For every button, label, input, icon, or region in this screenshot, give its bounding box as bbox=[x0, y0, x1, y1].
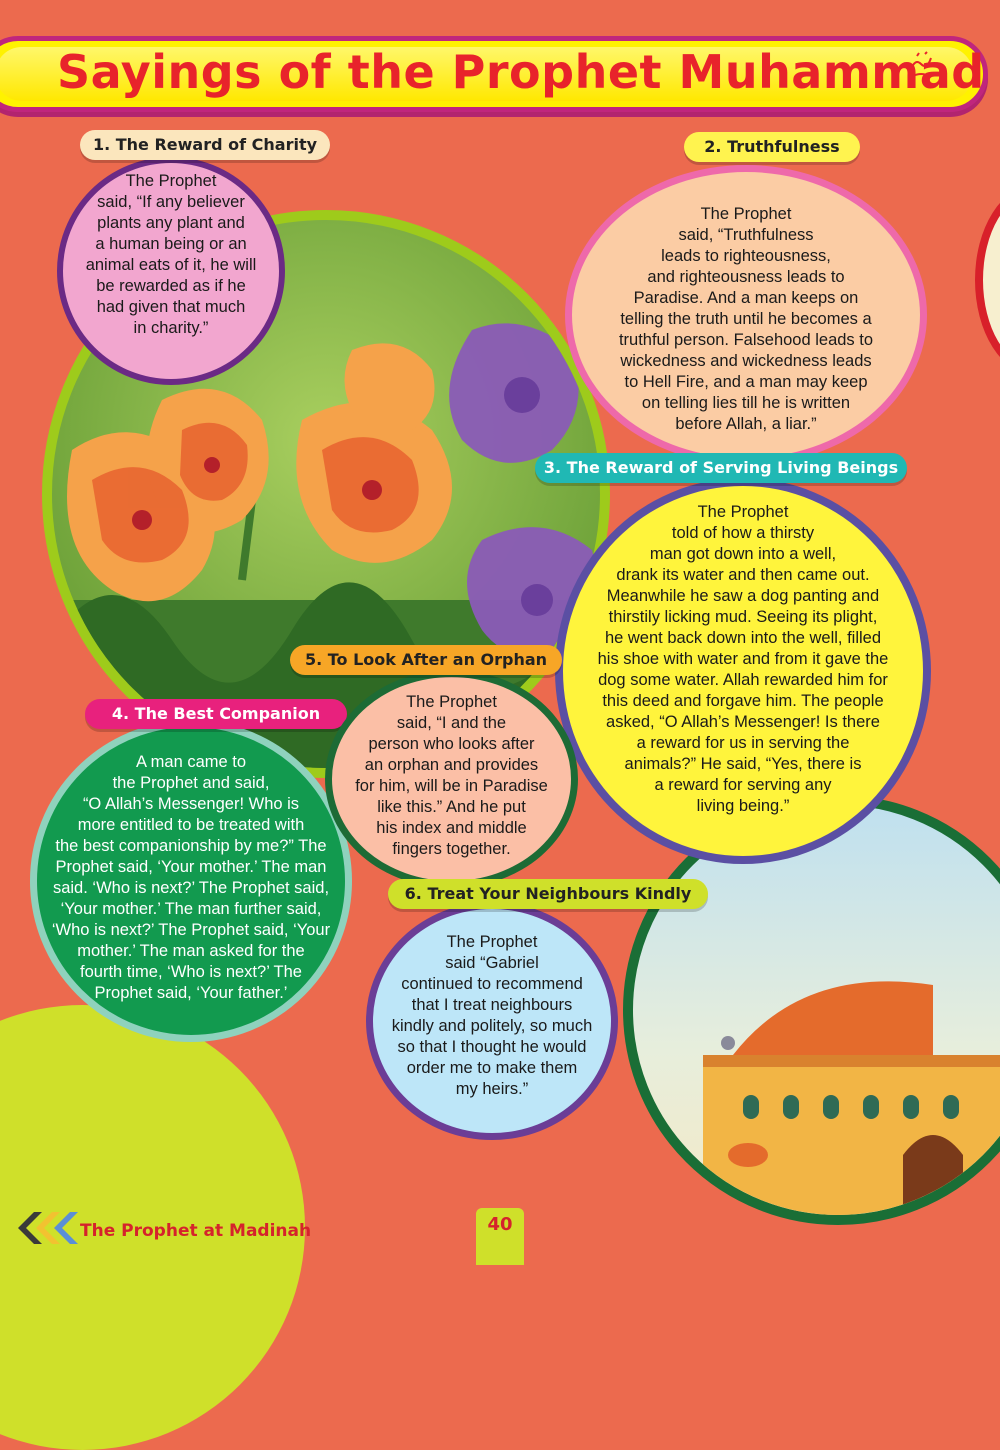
best-companion-label: 4. The Best Companion bbox=[85, 699, 347, 729]
charity-label: 1. The Reward of Charity bbox=[80, 130, 330, 160]
pbuh-calligraphy-icon bbox=[907, 50, 935, 80]
orphan-label: 5. To Look After an Orphan bbox=[290, 645, 562, 675]
orphan-text: The Prophet said, “I and the person who looks after an orphan and provides for him, will be in Paradise like this.” And he put his index and middle fingers together. bbox=[355, 693, 548, 858]
neighbours-text: The Prophet said “Gabriel continued to recommend that I treat neighbours kindly and politely, so much so that I thought he would order me to make them my heirs.” bbox=[391, 933, 593, 1098]
page-title: Sayings of the Prophet Muhammad bbox=[57, 45, 985, 99]
truthfulness-text: The Prophet said, “Truthfulness leads to righteousness, and righteousness leads to Paradise. And a man keeps on telling the truth until he becomes a truthful person. Falsehood leads to wickedness and wickedness leads to Hell Fire, and a man may keep on telling lies till he is written before Allah, a liar.” bbox=[618, 205, 874, 433]
back-chevrons-icon[interactable] bbox=[12, 1208, 80, 1248]
serving-beings-text: The Prophet told of how a thirsty man got down into a well, drank its water and then came out. Meanwhile he saw a dog panting and thirstily licking mud. Seeing its plight, he went back down into the well, filled his shoe with water and from it gave the dog some water. Allah rewarded him for this deed and forgave him. The people asked, “O Allah’s Messenger! Is there a reward for us in serving the animals?” He said, “Yes, there is a reward for serving any living being.” bbox=[597, 503, 889, 815]
neighbours-label: 6. Treat Your Neighbours Kindly bbox=[388, 879, 708, 909]
charity-text: The Prophet said, “If any believer plants any plant and a human being or an animal eats of it, he will be rewarded as if he had given that much in charity.” bbox=[85, 172, 257, 337]
decorative-circle-edge bbox=[975, 185, 1000, 375]
mosque-painting bbox=[633, 805, 1000, 1215]
mosque-illustration bbox=[623, 795, 1000, 1225]
page-number: 40 bbox=[487, 1214, 513, 1235]
truthfulness-label: 2. Truthfulness bbox=[684, 132, 860, 162]
best-companion-text: A man came to the Prophet and said, “O Allah’s Messenger! Who is more entitled to be treated with the best companionship by me?” The Prophet said, ‘Your mother.’ The man said. ‘Who is next?’ The Prophet said, ‘Your mother.’ The man further said, ‘Who is next?’ The Prophet said, ‘Your mother.’ The man asked for the fourth time, ‘Who is next?’ The Prophet said, ‘Your father.’ bbox=[51, 753, 331, 1002]
footer-section-title: The Prophet at Madinah bbox=[80, 1221, 312, 1241]
serving-beings-label: 3. The Reward of Serving Living Beings bbox=[535, 453, 907, 483]
page-number-tab bbox=[476, 1208, 524, 1265]
